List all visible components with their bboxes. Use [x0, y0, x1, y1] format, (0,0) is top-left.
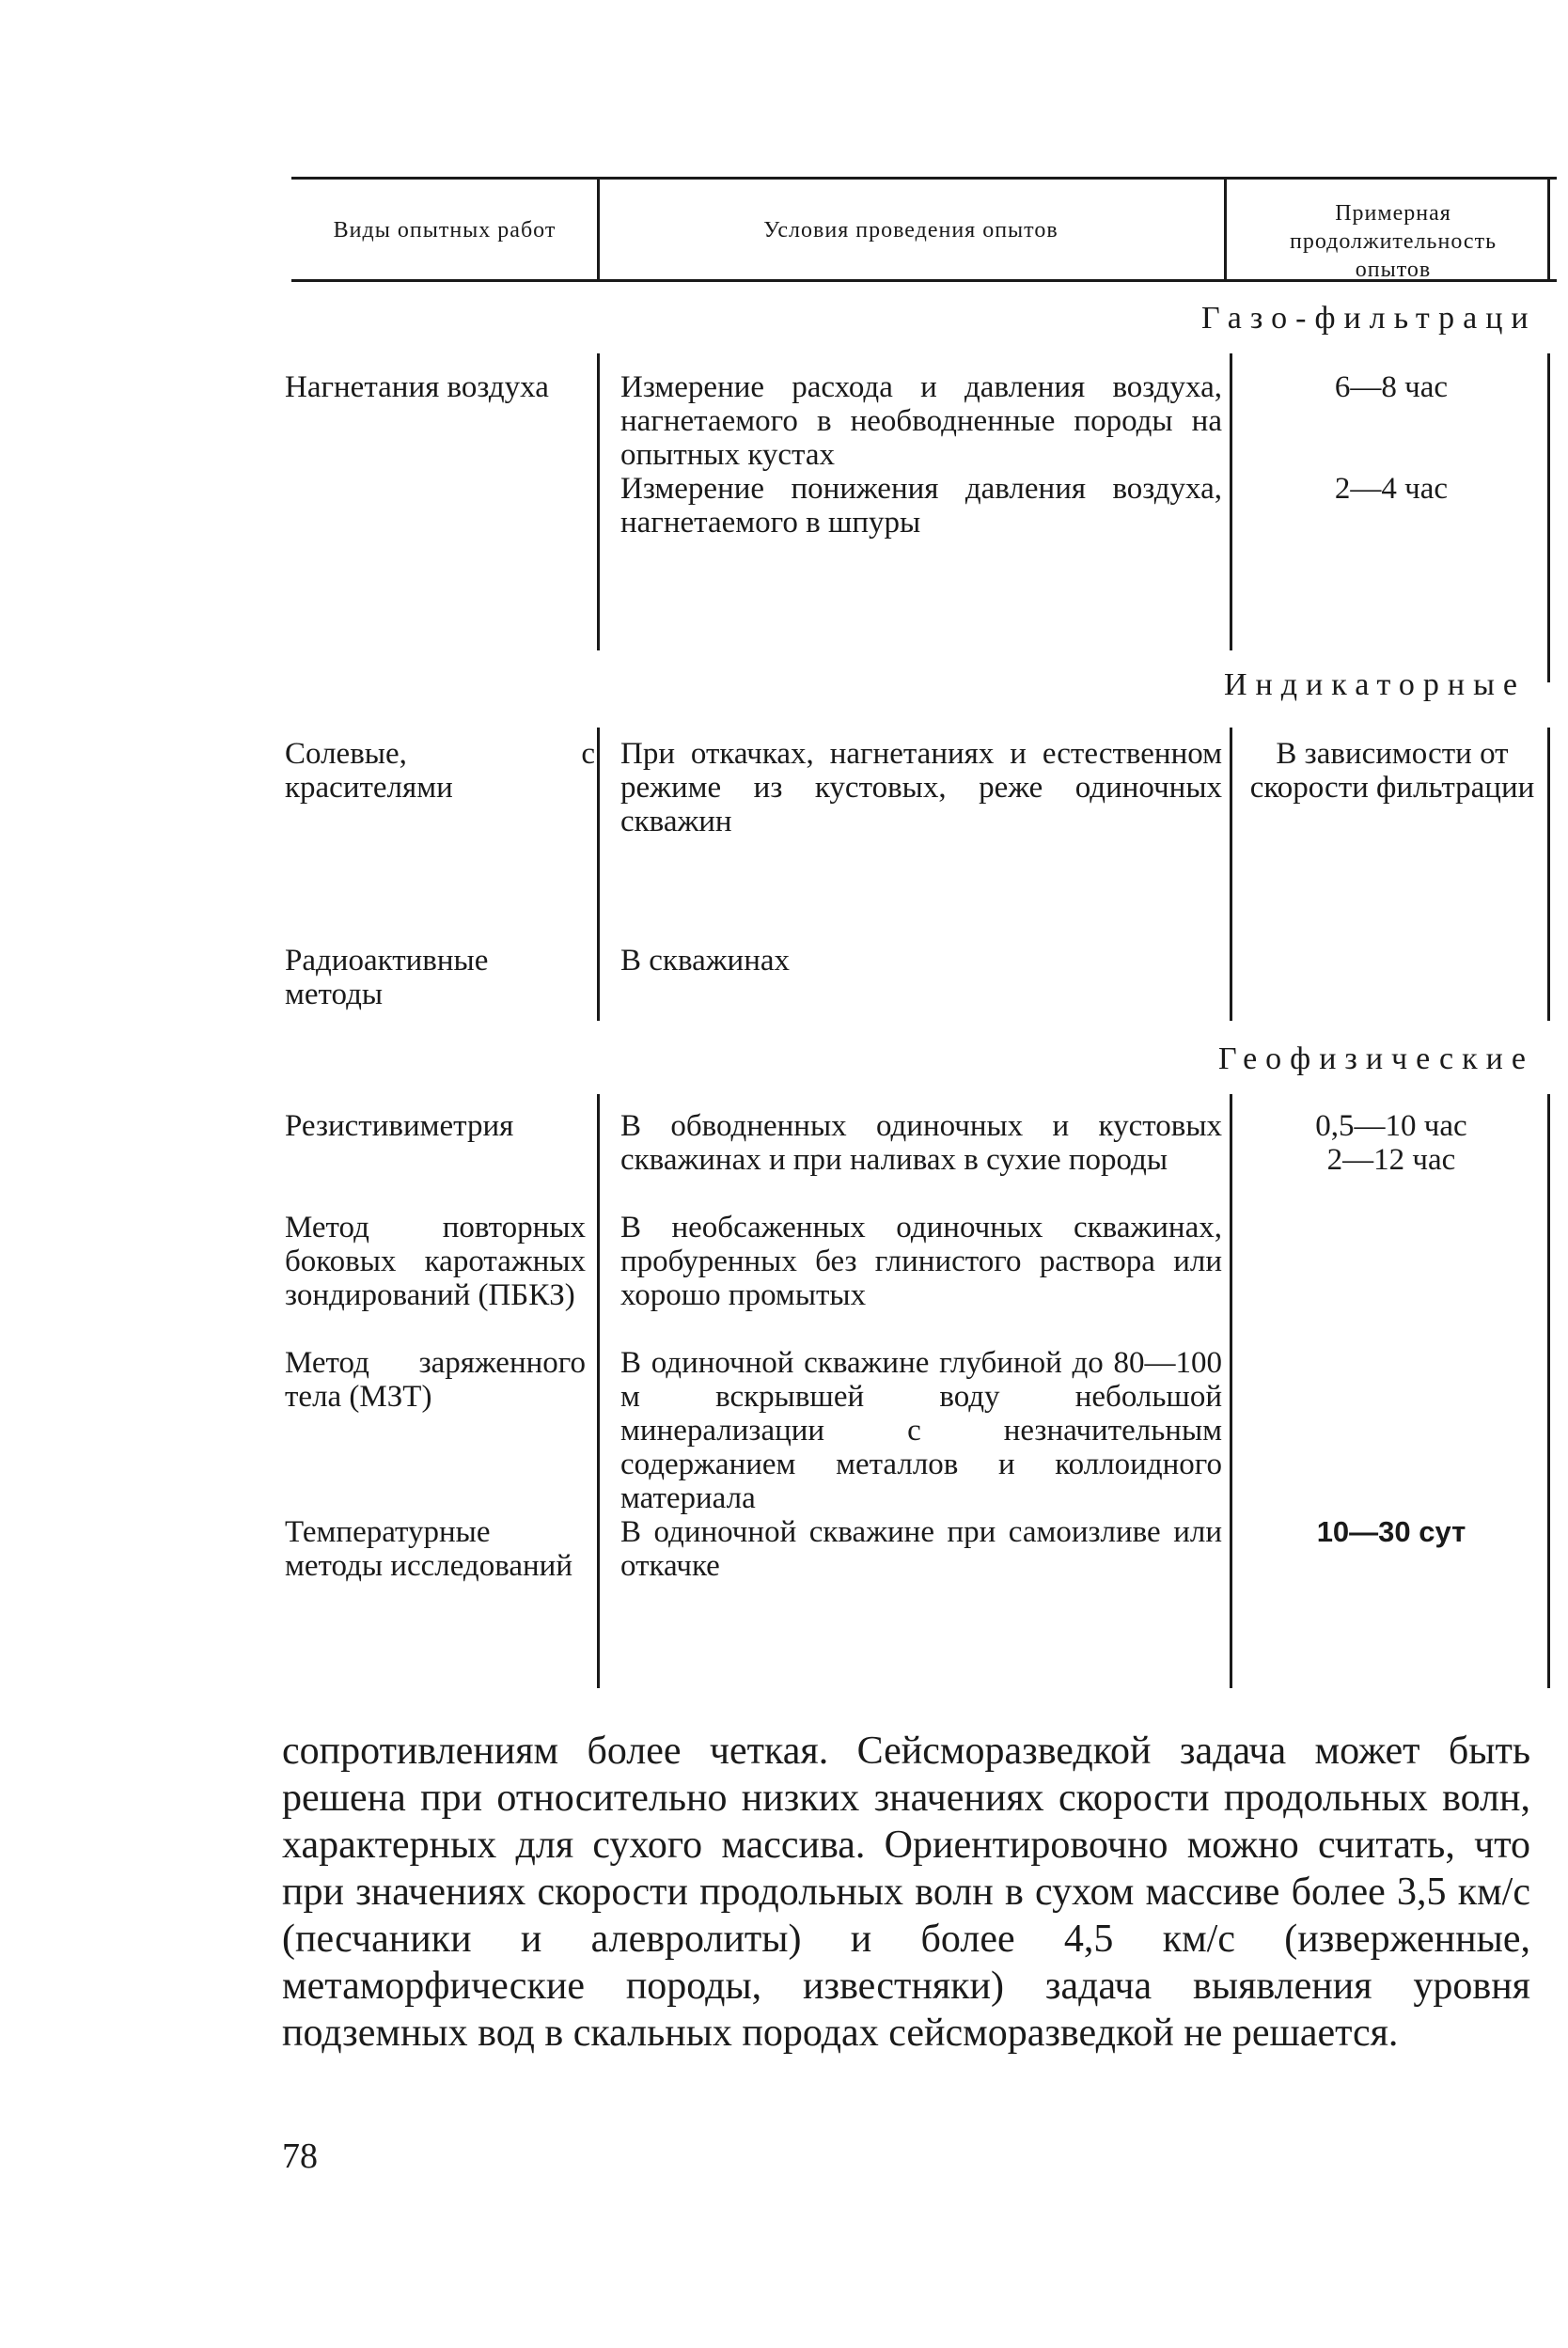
s1-divider-2 [1230, 353, 1232, 650]
s2-divider-2 [1230, 728, 1232, 1021]
s2-row1-type: Солевые, с красителями [285, 737, 595, 805]
s3-row2-conditions: В необсаженных одиночных скважинах, пробуренных без глинистого раствора или хорошо промытых [620, 1211, 1222, 1312]
s3-row1-duration-2: 2—12 час [1326, 1143, 1456, 1177]
s2-row2-conditions: В скважинах [620, 944, 791, 978]
header-type: Виды опытных работ [333, 218, 557, 243]
section-title-indicator: Индикаторные [1224, 667, 1526, 702]
header-divider-2 [1224, 179, 1227, 279]
s3-row1-duration: 0,5—10 час [1315, 1109, 1467, 1143]
s3-divider-2 [1230, 1094, 1232, 1688]
s1-row1-type: Нагнетания воздуха [285, 370, 549, 404]
header-divider-1 [597, 179, 600, 279]
header-conditions: Условия проведения опытов [763, 218, 1058, 243]
page-number: 78 [282, 2137, 318, 2176]
table-top-rule [291, 177, 1557, 180]
body-paragraph: сопротивлениям более четкая. Сейсморазведкой задача может быть решена при относительно низких значениях скорости продольных волн, характерных для сухого массива. Ориентировочно можно считать, что при значениях скорости продольных волн в сухом массиве более 3,5 км/с (песчаники и алевролиты) и более 4,5 км/с (изверженные, метаморфические породы, известняки) задача выявления уровня подземных вод в скальных породах сейсморазведкой не решается. [282, 1730, 1530, 2055]
s3-row3-type: Метод заряженного тела (МЗТ) [285, 1346, 586, 1414]
s2-row2-type: Радиоактивные методы [285, 944, 489, 1011]
section-title-gas: Газо-фильтраци [1201, 301, 1537, 336]
s1-row2-conditions: Измерение понижения давления воздуха, нагнетаемого в шпуры [620, 472, 1222, 540]
s3-row1-conditions: В обводненных одиночных и кустовых скважинах и при наливах в сухие породы [620, 1109, 1222, 1177]
s3-row2-type: Метод повторных боковых каротажных зондирований (ПБКЗ) [285, 1211, 586, 1312]
header-divider-3 [1547, 179, 1550, 279]
s3-row4-duration: 10—30 сут [1316, 1515, 1466, 1548]
s3-divider-1 [597, 1094, 600, 1688]
s3-row4-type: Температурные методы исследований [285, 1515, 572, 1583]
s1-row1-conditions: Измерение расхода и давления воздуха, нагнетаемого в необводненные породы на опытных кустах [620, 370, 1222, 472]
s1-divider-3 [1547, 353, 1550, 682]
header-duration: Примерная продолжительность опытов [1289, 201, 1497, 282]
s1-row1-duration: 6—8 час [1334, 370, 1449, 404]
s3-row3-conditions: В одиночной скважине глубиной до 80—100 м вскрывшей воду небольшой минерализации с незначительным содержанием металлов и коллоидного материала [620, 1346, 1222, 1515]
s2-divider-3 [1547, 728, 1550, 1021]
s3-row4-conditions: В одиночной скважине при самоизливе или откачке [620, 1515, 1222, 1583]
s2-row1-conditions: При откачках, нагнетаниях и естественном режиме из кустовых, реже одиночных скважин [620, 737, 1222, 838]
s1-divider-1 [597, 353, 600, 650]
s3-divider-3 [1547, 1094, 1550, 1688]
section-title-geophysical: Геофизические [1218, 1041, 1534, 1076]
s2-divider-1 [597, 728, 600, 1021]
s3-row1-type: Резистивиметрия [285, 1109, 514, 1143]
s1-row2-duration: 2—4 час [1334, 472, 1449, 506]
s2-row1-duration: В зависимости от скорости фильтрации [1249, 737, 1535, 805]
